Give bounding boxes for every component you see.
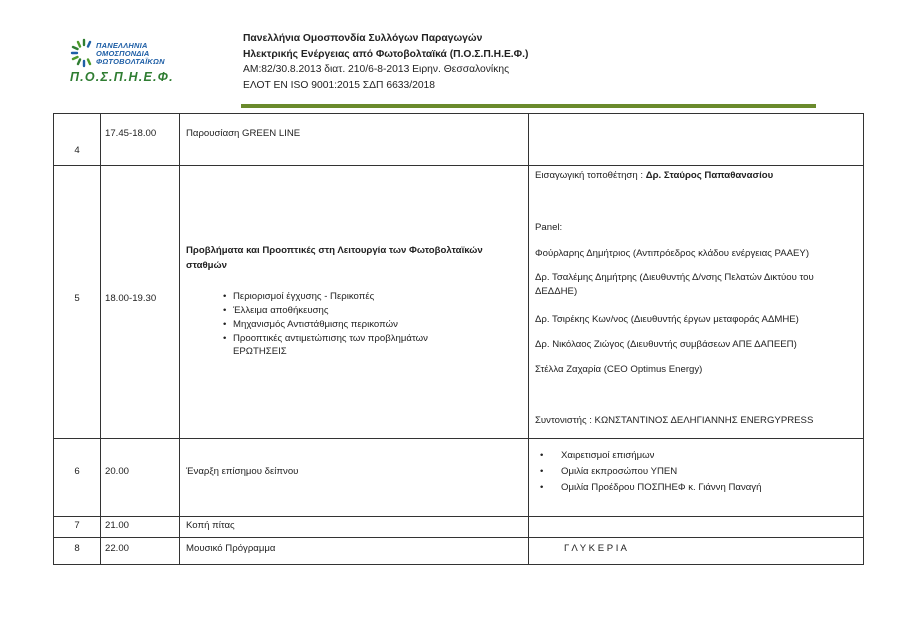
moderator: Συντονιστής : ΚΩΝΣΤΑΝΤΙΝΟΣ ΔΕΛΗΓΙΑΝΝΗΣ ENERGYPRESS <box>535 415 814 426</box>
list-item: • Μηχανισμός Αντιστάθμισης περικοπών <box>223 318 523 332</box>
logo-acronym: Π.Ο.Σ.Π.Η.Ε.Φ. <box>70 70 174 84</box>
session-title: Προβλήματα και Προοπτικές στη Λειτουργία των Φωτοβολταϊκών σταθμών <box>186 245 483 271</box>
questions-label: ΕΡΩΤΗΣΕΙΣ <box>233 346 287 357</box>
intro-name: Δρ. Σταύρος Παπαθανασίου <box>645 170 774 181</box>
panelist: Δρ. Τσιρέκης Κων/νος (Διευθυντής έργων μεταφοράς ΑΔΜΗΕ) <box>535 314 799 325</box>
header-line3: ΑΜ:82/30.8.2013 διατ. 210/6-8-2013 Ειρην. Θεσσαλονίκης <box>243 64 510 75</box>
panelist: Στέλλα Ζαχαρία (CEO Optimus Energy) <box>535 364 703 375</box>
organization-logo <box>70 38 190 88</box>
list-item: • Ομιλία Προέδρου ΠΟΣΠΗΕΦ κ. Γιάννη Παναγή <box>529 480 859 496</box>
row-time: 17.45-18.00 <box>105 128 157 139</box>
row-title: Έναρξη επίσημου δείπνου <box>186 466 299 477</box>
logo-text <box>96 42 165 66</box>
table-row <box>54 166 864 439</box>
row-time: 21.00 <box>105 520 130 531</box>
dinner-agenda <box>529 448 859 496</box>
letterhead <box>243 31 528 93</box>
sunburst-logo-icon <box>70 38 98 68</box>
row-title: Παρουσίαση GREEN LINE <box>186 128 301 139</box>
header-divider <box>241 104 816 108</box>
list-item: • Έλλειμα αποθήκευσης <box>223 304 523 318</box>
logo-line1: ΠΑΝΕΛΛΗΝΙΑ <box>96 41 148 50</box>
row-number: 6 <box>74 466 80 477</box>
table-row <box>54 439 864 517</box>
session-topics <box>223 290 523 346</box>
panel-label: Panel: <box>535 222 563 233</box>
schedule-table <box>53 113 864 565</box>
row-number: 8 <box>74 543 80 554</box>
table-row <box>54 114 864 166</box>
performer-name: Γ Λ Υ Κ Ε Ρ Ι Α <box>564 543 627 554</box>
header-line1: Πανελλήνια Ομοσπονδία Συλλόγων Παραγωγών <box>243 33 483 44</box>
list-item: • Περιορισμοί έγχυσης - Περικοπές <box>223 290 523 304</box>
header-line4: ΕΛΟΤ ΕΝ ISO 9001:2015 ΣΔΠ 6633/2018 <box>243 79 436 91</box>
intro-label: Εισαγωγική τοποθέτηση : <box>535 170 646 181</box>
logo-line2: ΟΜΟΣΠΟΝΔΙΑ <box>96 49 150 58</box>
panelist: Δρ. Τσαλέμης Δημήτρης (Διευθυντής Δ/νσης Πελατών Δικτύου του ΔΕΔΔΗΕ) <box>535 272 814 297</box>
row-time: 18.00-19.30 <box>105 293 157 304</box>
header-line2: Ηλεκτρικής Ενέργειας από Φωτοβολταϊκά (Π.Ο.Σ.Π.Η.Ε.Φ.) <box>243 48 529 60</box>
row-number: 4 <box>74 145 80 156</box>
panelist: Δρ. Νικόλαος Ζιώγος (Διευθυντής συμβάσεων ΑΠΕ ΔΑΠΕΕΠ) <box>535 339 797 350</box>
list-item: • Προοπτικές αντιμετώπισης των προβλημάτων <box>223 332 523 346</box>
row-time: 20.00 <box>105 466 130 477</box>
row-title: Κοπή πίτας <box>186 520 235 531</box>
row-number: 5 <box>74 293 80 304</box>
list-item: • Ομιλία εκπροσώπου ΥΠΕΝ <box>529 464 859 480</box>
row-title: Μουσικό Πρόγραμμα <box>186 543 276 554</box>
row-time: 22.00 <box>105 543 130 554</box>
intro-speaker <box>535 169 773 183</box>
panelist: Φούρλαρης Δημήτριος (Αντιπρόεδρος κλάδου ενέργειας ΡΑΑΕΥ) <box>535 248 810 259</box>
logo-line3: ΦΩΤΟΒΟΛΤΑΪΚΩΝ <box>96 57 165 66</box>
table-row <box>54 538 864 565</box>
row-number: 7 <box>74 520 80 531</box>
list-item: • Χαιρετισμοί επισήμων <box>529 448 859 464</box>
table-row <box>54 517 864 538</box>
